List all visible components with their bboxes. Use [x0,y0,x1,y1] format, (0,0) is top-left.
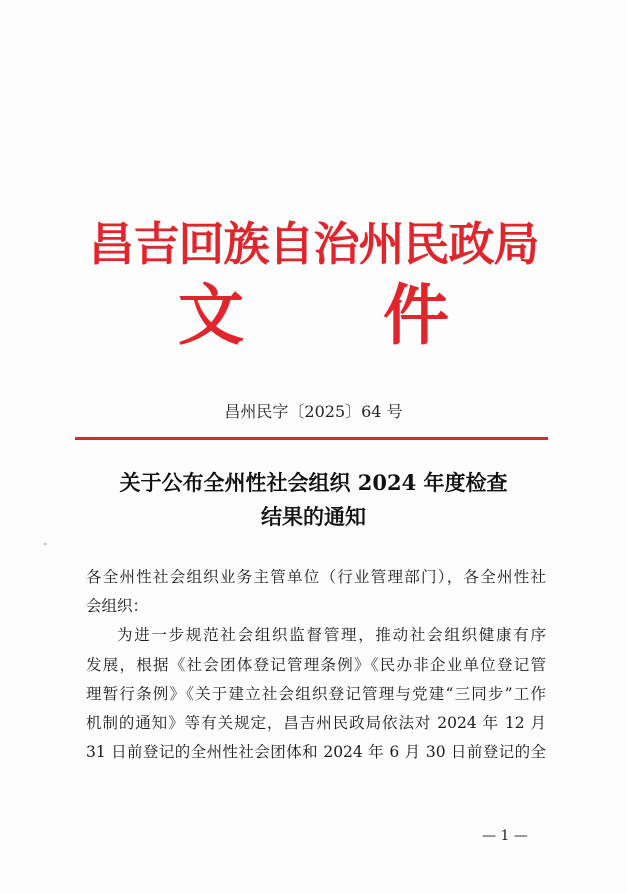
red-separator-line [75,437,548,440]
document-number: 昌州民字〔2025〕64 号 [224,402,403,421]
document-body [86,563,546,767]
scan-speck [44,543,46,545]
body-line: 为进一步规范社会组织监督管理，推动社会组织健康有序 [117,626,546,645]
body-line: 理暂行条例》《关于建立社会组织登记管理与党建“三同步”工作 [86,684,546,703]
document-type: 文 件 [178,276,507,354]
body-line: 31 日前登记的全州性社会团体和 2024 年 6 月 30 日前登记的全 [86,743,546,762]
title-line-2: 结果的通知 [261,504,366,529]
body-line: 发展，根据《社会团体登记管理条例》《民办非企业单位登记管 [86,655,546,674]
body-line: 机制的通知》等有关规定，昌吉州民政局依法对 2024 年 12 月 [86,713,546,732]
document-title [60,466,567,534]
issuer-name: 昌吉回族自治州民政局 [88,217,539,271]
page-number: — 1 — [482,828,528,844]
title-line-1: 关于公布全州性社会组织 2024 年度检查 [119,470,508,495]
body-line: 各全州性社会组织业务主管单位（行业管理部门），各全州性社 [86,568,546,586]
body-line: 会组织： [86,597,149,616]
